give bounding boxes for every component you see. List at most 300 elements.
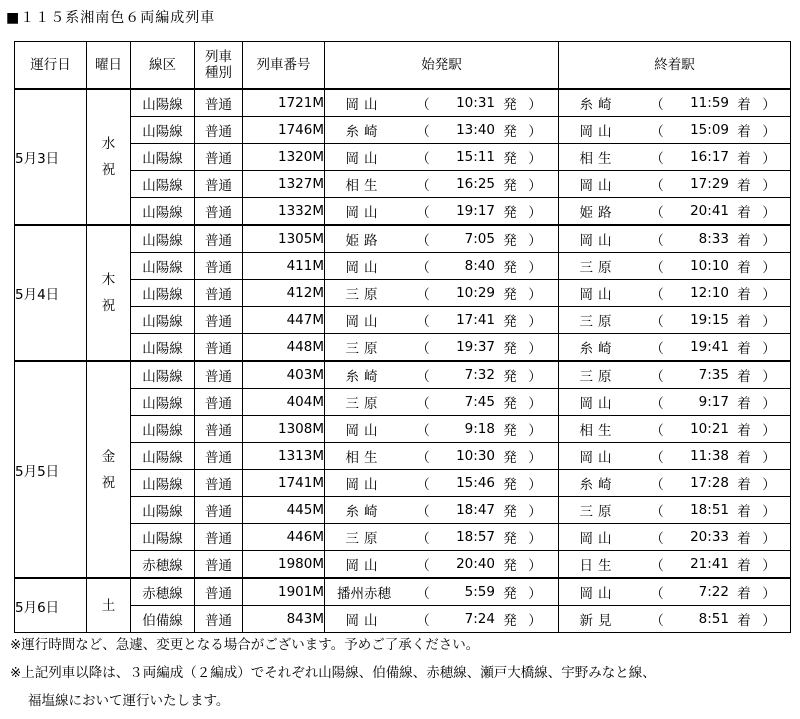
origin-wrap [325, 117, 558, 143]
train-number: 1308M [243, 416, 325, 443]
open-paren: （ [650, 341, 664, 357]
origin-wrap [325, 144, 558, 170]
origin-cell [325, 551, 559, 579]
dest-cell [559, 361, 791, 389]
origin-station: 姫路 [345, 233, 383, 249]
origin-label: 発 [503, 504, 517, 520]
origin-wrap [325, 171, 558, 197]
dest-label: 着 [737, 558, 751, 574]
origin-cell [325, 416, 559, 443]
line-name: 山陽線 [131, 89, 195, 117]
origin-station: 糸崎 [345, 124, 383, 140]
origin-time: 15:11 [456, 149, 495, 165]
open-paren: （ [416, 151, 430, 167]
origin-station: 岡山 [345, 423, 383, 439]
origin-cell [325, 307, 559, 334]
close-paren: ） [762, 531, 776, 547]
origin-cell [325, 253, 559, 280]
table-row [15, 524, 791, 551]
note-2: ※上記列車以降は、３両編成（２編成）でそれぞれ山陽線、伯備線、赤穂線、瀬戸大橋線、宇野みなと線、 [10, 665, 656, 681]
open-paren: （ [650, 558, 664, 574]
dest-wrap [559, 470, 790, 496]
train-number: 445M [243, 497, 325, 524]
origin-station: 岡山 [345, 205, 383, 221]
dest-label: 着 [737, 504, 751, 520]
line-name: 赤穂線 [131, 551, 195, 579]
train-kind: 普通 [195, 470, 243, 497]
table-row [15, 225, 791, 253]
table-row [15, 307, 791, 334]
dest-time: 7:22 [698, 584, 729, 600]
header-date: 運行日 [15, 42, 87, 90]
dest-cell [559, 89, 791, 117]
dest-station: 三原 [579, 314, 617, 330]
close-paren: ） [762, 396, 776, 412]
origin-cell [325, 144, 559, 171]
line-name: 山陽線 [131, 225, 195, 253]
dest-wrap [559, 579, 790, 605]
dest-wrap [559, 117, 790, 143]
train-number: 1305M [243, 225, 325, 253]
train-number: 447M [243, 307, 325, 334]
dest-label: 着 [737, 178, 751, 194]
line-name: 山陽線 [131, 416, 195, 443]
close-paren: ） [762, 314, 776, 330]
close-paren: ） [762, 233, 776, 249]
dest-time: 18:51 [690, 502, 729, 518]
dest-station: 日生 [579, 558, 617, 574]
dest-label: 着 [737, 314, 751, 330]
close-paren: ） [762, 613, 776, 629]
close-paren: ） [762, 504, 776, 520]
open-paren: （ [416, 124, 430, 140]
dest-cell [559, 253, 791, 280]
line-name: 山陽線 [131, 443, 195, 470]
run-date: 5月6日 [15, 578, 87, 633]
close-paren: ） [528, 314, 542, 330]
dest-time: 15:09 [690, 122, 729, 138]
table-row [15, 89, 791, 117]
table-row [15, 416, 791, 443]
train-kind: 普通 [195, 578, 243, 606]
day-of-week: 土 [87, 578, 131, 633]
close-paren: ） [528, 423, 542, 439]
line-name: 山陽線 [131, 280, 195, 307]
origin-wrap [325, 90, 558, 116]
origin-label: 発 [503, 287, 517, 303]
close-paren: ） [528, 341, 542, 357]
origin-cell [325, 361, 559, 389]
train-number: 1332M [243, 198, 325, 226]
dest-cell [559, 578, 791, 606]
origin-label: 発 [503, 423, 517, 439]
train-number: 412M [243, 280, 325, 307]
dest-label: 着 [737, 477, 751, 493]
origin-time: 18:47 [456, 502, 495, 518]
close-paren: ） [528, 477, 542, 493]
table-row [15, 551, 791, 579]
train-kind: 普通 [195, 253, 243, 280]
table-row [15, 578, 791, 606]
dest-cell [559, 524, 791, 551]
dest-cell [559, 307, 791, 334]
run-date: 5月4日 [15, 225, 87, 361]
dest-time: 16:17 [690, 149, 729, 165]
page-title: ■１１５系湘南色６両編成列車 [6, 10, 216, 26]
line-name: 山陽線 [131, 361, 195, 389]
line-name: 赤穂線 [131, 578, 195, 606]
origin-cell [325, 524, 559, 551]
close-paren: ） [762, 178, 776, 194]
close-paren: ） [762, 558, 776, 574]
dest-label: 着 [737, 205, 751, 221]
dest-time: 7:35 [698, 367, 729, 383]
run-date: 5月3日 [15, 89, 87, 225]
origin-label: 発 [503, 205, 517, 221]
train-number: 411M [243, 253, 325, 280]
train-kind: 普通 [195, 551, 243, 579]
origin-station: 相生 [345, 178, 383, 194]
dest-wrap [559, 497, 790, 523]
open-paren: （ [416, 341, 430, 357]
dest-label: 着 [737, 369, 751, 385]
dest-wrap [559, 90, 790, 116]
open-paren: （ [416, 586, 430, 602]
origin-cell [325, 198, 559, 226]
line-name: 山陽線 [131, 524, 195, 551]
dest-label: 着 [737, 151, 751, 167]
origin-time: 8:40 [464, 258, 495, 274]
dest-wrap [559, 416, 790, 442]
origin-station: 三原 [345, 396, 383, 412]
dest-cell [559, 171, 791, 198]
dest-time: 10:21 [690, 421, 729, 437]
close-paren: ） [528, 450, 542, 466]
origin-time: 7:45 [464, 394, 495, 410]
origin-time: 10:30 [456, 448, 495, 464]
open-paren: （ [650, 205, 664, 221]
train-kind: 普通 [195, 198, 243, 226]
origin-time: 20:40 [456, 556, 495, 572]
timetable-body [15, 89, 791, 633]
train-number: 404M [243, 389, 325, 416]
table-row [15, 171, 791, 198]
header-dow: 曜日 [87, 42, 131, 90]
origin-time: 5:59 [464, 584, 495, 600]
origin-cell [325, 470, 559, 497]
train-number: 448M [243, 334, 325, 362]
origin-cell [325, 89, 559, 117]
close-paren: ） [528, 586, 542, 602]
dest-label: 着 [737, 260, 751, 276]
close-paren: ） [528, 613, 542, 629]
close-paren: ） [528, 233, 542, 249]
dest-label: 着 [737, 124, 751, 140]
open-paren: （ [416, 613, 430, 629]
origin-station: 岡山 [345, 613, 383, 629]
header-dest: 終着駅 [559, 42, 791, 90]
day-of-week: 木 祝 [87, 225, 131, 361]
note-1: ※運行時間など、急遽、変更となる場合がございます。予めご了承ください。 [10, 637, 480, 653]
origin-wrap [325, 443, 558, 469]
close-paren: ） [762, 586, 776, 602]
origin-station: 播州赤穂 [337, 586, 391, 602]
dest-time: 10:10 [690, 258, 729, 274]
table-row [15, 389, 791, 416]
train-kind: 普通 [195, 89, 243, 117]
open-paren: （ [416, 287, 430, 303]
train-number: 1901M [243, 578, 325, 606]
line-name: 山陽線 [131, 307, 195, 334]
table-row [15, 470, 791, 497]
table-row [15, 361, 791, 389]
close-paren: ） [528, 124, 542, 140]
origin-time: 9:18 [464, 421, 495, 437]
origin-station: 三原 [345, 287, 383, 303]
dest-station: 糸崎 [579, 477, 617, 493]
table-row [15, 497, 791, 524]
dest-time: 20:41 [690, 203, 729, 219]
origin-wrap [325, 226, 558, 252]
dest-label: 着 [737, 613, 751, 629]
dest-label: 着 [737, 423, 751, 439]
open-paren: （ [650, 504, 664, 520]
origin-wrap [325, 551, 558, 577]
line-name: 山陽線 [131, 253, 195, 280]
header-kind-bottom: 種別 [205, 65, 232, 81]
open-paren: （ [416, 531, 430, 547]
origin-label: 発 [503, 314, 517, 330]
origin-station: 岡山 [345, 477, 383, 493]
open-paren: （ [416, 477, 430, 493]
dest-time: 21:41 [690, 556, 729, 572]
close-paren: ） [528, 504, 542, 520]
close-paren: ） [528, 205, 542, 221]
line-name: 山陽線 [131, 334, 195, 362]
run-date: 5月5日 [15, 361, 87, 578]
origin-cell [325, 389, 559, 416]
open-paren: （ [416, 504, 430, 520]
close-paren: ） [528, 531, 542, 547]
header-origin: 始発駅 [325, 42, 559, 90]
open-paren: （ [650, 233, 664, 249]
open-paren: （ [650, 369, 664, 385]
close-paren: ） [528, 287, 542, 303]
open-paren: （ [650, 613, 664, 629]
train-kind: 普通 [195, 334, 243, 362]
origin-wrap [325, 497, 558, 523]
origin-cell [325, 280, 559, 307]
dest-label: 着 [737, 396, 751, 412]
origin-cell [325, 578, 559, 606]
dest-time: 8:33 [698, 231, 729, 247]
train-kind: 普通 [195, 171, 243, 198]
dest-label: 着 [737, 233, 751, 249]
dest-station: 岡山 [579, 531, 617, 547]
origin-label: 発 [503, 477, 517, 493]
dest-cell [559, 198, 791, 226]
table-row [15, 144, 791, 171]
dest-station: 糸崎 [579, 341, 617, 357]
close-paren: ） [762, 260, 776, 276]
origin-wrap [325, 524, 558, 550]
dest-station: 三原 [579, 369, 617, 385]
origin-label: 発 [503, 450, 517, 466]
train-kind: 普通 [195, 606, 243, 633]
close-paren: ） [528, 97, 542, 113]
origin-time: 13:40 [456, 122, 495, 138]
origin-wrap [325, 362, 558, 388]
dest-time: 11:38 [690, 448, 729, 464]
train-kind: 普通 [195, 144, 243, 171]
dest-wrap [559, 389, 790, 415]
dest-station: 岡山 [579, 396, 617, 412]
open-paren: （ [650, 124, 664, 140]
train-kind: 普通 [195, 361, 243, 389]
origin-label: 発 [503, 396, 517, 412]
train-number: 1741M [243, 470, 325, 497]
origin-wrap [325, 579, 558, 605]
dest-time: 9:17 [698, 394, 729, 410]
dest-cell [559, 606, 791, 633]
close-paren: ） [528, 260, 542, 276]
dest-station: 新見 [579, 613, 617, 629]
dest-cell [559, 443, 791, 470]
origin-time: 17:41 [456, 312, 495, 328]
dest-label: 着 [737, 450, 751, 466]
open-paren: （ [416, 205, 430, 221]
origin-station: 糸崎 [345, 504, 383, 520]
origin-cell [325, 606, 559, 633]
open-paren: （ [650, 178, 664, 194]
open-paren: （ [650, 97, 664, 113]
train-number: 1313M [243, 443, 325, 470]
origin-wrap [325, 280, 558, 306]
train-number: 843M [243, 606, 325, 633]
dest-wrap [559, 524, 790, 550]
open-paren: （ [416, 558, 430, 574]
dest-time: 19:41 [690, 339, 729, 355]
origin-label: 発 [503, 586, 517, 602]
dest-station: 相生 [579, 151, 617, 167]
open-paren: （ [416, 178, 430, 194]
dest-wrap [559, 226, 790, 252]
dest-station: 三原 [579, 260, 617, 276]
line-name: 山陽線 [131, 389, 195, 416]
origin-cell [325, 443, 559, 470]
dest-cell [559, 551, 791, 579]
dest-time: 19:15 [690, 312, 729, 328]
origin-cell [325, 225, 559, 253]
open-paren: （ [650, 396, 664, 412]
origin-time: 7:24 [464, 611, 495, 627]
close-paren: ） [762, 97, 776, 113]
open-paren: （ [650, 151, 664, 167]
origin-station: 三原 [345, 531, 383, 547]
origin-station: 岡山 [345, 97, 383, 113]
train-kind: 普通 [195, 117, 243, 144]
origin-station: 岡山 [345, 260, 383, 276]
table-row [15, 334, 791, 362]
close-paren: ） [762, 205, 776, 221]
dest-wrap [559, 606, 790, 632]
dest-wrap [559, 443, 790, 469]
train-number: 1746M [243, 117, 325, 144]
open-paren: （ [416, 260, 430, 276]
table-row [15, 443, 791, 470]
origin-label: 発 [503, 151, 517, 167]
origin-label: 発 [503, 341, 517, 357]
dest-cell [559, 470, 791, 497]
line-name: 山陽線 [131, 144, 195, 171]
train-kind: 普通 [195, 280, 243, 307]
dest-wrap [559, 144, 790, 170]
open-paren: （ [416, 233, 430, 249]
origin-label: 発 [503, 97, 517, 113]
dest-wrap [559, 362, 790, 388]
origin-label: 発 [503, 613, 517, 629]
open-paren: （ [416, 97, 430, 113]
dest-time: 11:59 [690, 95, 729, 111]
origin-label: 発 [503, 124, 517, 140]
table-row [15, 253, 791, 280]
close-paren: ） [762, 477, 776, 493]
close-paren: ） [528, 558, 542, 574]
dest-cell [559, 144, 791, 171]
dest-label: 着 [737, 97, 751, 113]
open-paren: （ [650, 314, 664, 330]
origin-time: 7:05 [464, 231, 495, 247]
dest-cell [559, 497, 791, 524]
note-3: 福塩線において運行いたします。 [28, 693, 230, 709]
table-row [15, 280, 791, 307]
origin-station: 三原 [345, 341, 383, 357]
open-paren: （ [416, 369, 430, 385]
open-paren: （ [650, 586, 664, 602]
close-paren: ） [762, 450, 776, 466]
dest-wrap [559, 334, 790, 360]
open-paren: （ [416, 450, 430, 466]
dest-station: 岡山 [579, 586, 617, 602]
open-paren: （ [650, 477, 664, 493]
dest-station: 三原 [579, 504, 617, 520]
origin-time: 7:32 [464, 367, 495, 383]
train-kind: 普通 [195, 307, 243, 334]
timetable [14, 41, 791, 633]
day-of-week: 金 祝 [87, 361, 131, 578]
dest-wrap [559, 280, 790, 306]
dest-cell [559, 334, 791, 362]
open-paren: （ [416, 423, 430, 439]
origin-label: 発 [503, 178, 517, 194]
dest-station: 糸崎 [579, 97, 617, 113]
train-number: 1320M [243, 144, 325, 171]
train-kind: 普通 [195, 416, 243, 443]
open-paren: （ [650, 450, 664, 466]
origin-cell [325, 497, 559, 524]
dest-time: 17:28 [690, 475, 729, 491]
origin-wrap [325, 253, 558, 279]
line-name: 山陽線 [131, 117, 195, 144]
origin-station: 岡山 [345, 558, 383, 574]
close-paren: ） [528, 178, 542, 194]
line-name: 山陽線 [131, 171, 195, 198]
origin-wrap [325, 416, 558, 442]
close-paren: ） [762, 369, 776, 385]
origin-wrap [325, 606, 558, 632]
origin-label: 発 [503, 369, 517, 385]
origin-station: 糸崎 [345, 369, 383, 385]
